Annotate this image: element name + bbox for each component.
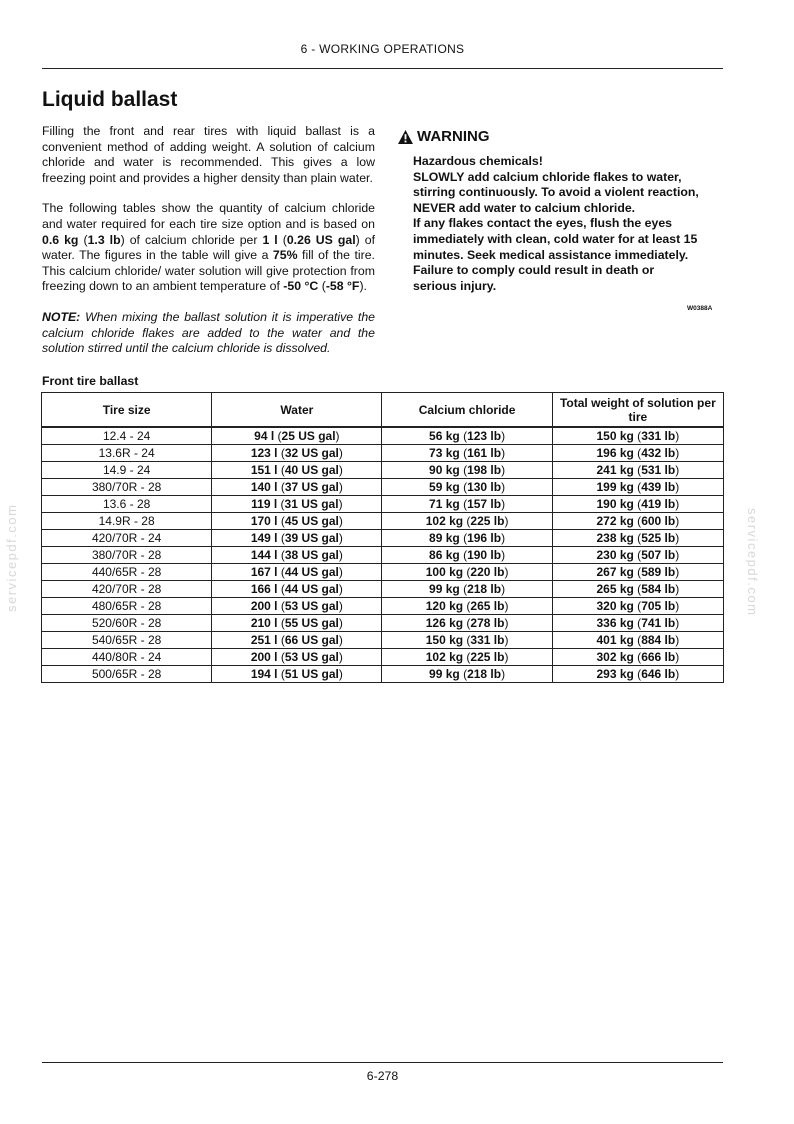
imperial-value: 600 lb [641,514,676,528]
metric-value: 120 kg [425,599,464,613]
cell-water: 170 l (45 US gal) [212,513,382,530]
column-header-calcium-chloride: Calcium chloride [382,393,552,428]
cell-total-weight: 267 kg (589 lb) [552,564,723,581]
metric-value: 102 kg [425,650,464,664]
imperial-value: 741 lb [641,616,676,630]
column-header-tire-size: Tire size [42,393,212,428]
cell-tire-size: 14.9 - 24 [42,462,212,479]
cell-tire-size: 500/65R - 28 [42,666,212,683]
imperial-value: 51 US gal [284,667,339,681]
page-number: 6-278 [366,1069,399,1083]
metric-value: 293 kg [596,667,634,681]
metric-value: 56 kg [429,429,460,443]
imperial-value: 196 lb [467,531,502,545]
imperial-value: 225 lb [470,650,505,664]
cell-calcium-chloride: 71 kg (157 lb) [382,496,552,513]
metric-value: 140 l [250,480,278,494]
cell-tire-size: 440/80R - 24 [42,649,212,666]
note-label: NOTE: [42,309,81,324]
page-title: Liquid ballast [42,88,178,111]
text-run: ) of calcium chloride per [120,232,263,247]
cell-water: 119 l (31 US gal) [212,496,382,513]
metric-value: 166 l [250,582,278,596]
imperial-value: 123 lb [467,429,502,443]
cell-water: 251 l (66 US gal) [212,632,382,649]
metric-value: 144 l [250,548,278,562]
metric-value: 272 kg [596,514,634,528]
cell-tire-size: 380/70R - 28 [42,547,212,564]
bold-value: 0.26 US gal [286,232,356,247]
imperial-value: 161 lb [467,446,502,460]
metric-value: 59 kg [429,480,460,494]
ballast-table [41,392,724,683]
header-rule [42,68,723,69]
cell-total-weight: 199 kg (439 lb) [552,479,723,496]
cell-calcium-chloride: 102 kg (225 lb) [382,649,552,666]
cell-calcium-chloride: 90 kg (198 lb) [382,462,552,479]
cell-tire-size: 380/70R - 28 [42,479,212,496]
running-header: 6 - WORKING OPERATIONS [300,42,465,56]
cell-calcium-chloride: 89 kg (196 lb) [382,530,552,547]
imperial-value: 44 US gal [284,565,339,579]
imperial-value: 531 lb [641,463,676,477]
column-header-total-weight: Total weight of solution per tire [552,393,723,428]
cell-tire-size: 540/65R - 28 [42,632,212,649]
cell-tire-size: 13.6 - 28 [42,496,212,513]
warning-line: Hazardous chemicals! [413,154,543,168]
cell-water: 140 l (37 US gal) [212,479,382,496]
metric-value: 320 kg [596,599,634,613]
metric-value: 265 kg [596,582,634,596]
cell-calcium-chloride: 86 kg (190 lb) [382,547,552,564]
cell-water: 123 l (32 US gal) [212,445,382,462]
metric-value: 190 kg [596,497,634,511]
cell-calcium-chloride: 102 kg (225 lb) [382,513,552,530]
text-run: ). [359,279,367,294]
metric-value: 86 kg [429,548,460,562]
imperial-value: 220 lb [470,565,505,579]
cell-water: 200 l (53 US gal) [212,649,382,666]
cell-calcium-chloride: 150 kg (331 lb) [382,632,552,649]
imperial-value: 53 US gal [284,650,339,664]
metric-value: 251 l [250,633,278,647]
imperial-value: 419 lb [641,497,676,511]
metric-value: 100 kg [425,565,464,579]
cell-water: 194 l (51 US gal) [212,666,382,683]
imperial-value: 666 lb [641,650,676,664]
table-row [42,632,724,649]
imperial-value: 646 lb [641,667,676,681]
table-row [42,496,724,513]
imperial-value: 32 US gal [284,446,339,460]
imperial-value: 53 US gal [284,599,339,613]
imperial-value: 55 US gal [284,616,339,630]
metric-value: 336 kg [596,616,634,630]
cell-total-weight: 190 kg (419 lb) [552,496,723,513]
text-run: The following tables show the quantity of calcium chloride and water required for each tire size option and is based on [42,201,375,231]
text-run: ( [78,232,88,247]
table-row [42,479,724,496]
warning-code: W0388A [687,305,713,312]
imperial-value: 44 US gal [284,582,339,596]
metric-value: 71 kg [429,497,460,511]
table-row [42,649,724,666]
metric-value: 241 kg [596,463,634,477]
note-text: When mixing the ballast solution it is imperative the calcium chloride flakes are added to the water and the solution stirred until the calcium chloride is dissolved. [42,309,375,356]
metric-value: 230 kg [596,548,634,562]
imperial-value: 584 lb [641,582,676,596]
table-row [42,666,724,683]
table-row [42,445,724,462]
table-row [42,462,724,479]
cell-calcium-chloride: 100 kg (220 lb) [382,564,552,581]
metric-value: 200 l [250,599,278,613]
text-run: ( [318,279,326,294]
imperial-value: 45 US gal [284,514,339,528]
metric-value: 94 l [254,429,275,443]
warning-line: Failure to comply could result in death or serious injury. [413,263,655,293]
metric-value: 302 kg [596,650,634,664]
bold-value: 75% [272,248,298,263]
table-row [42,564,724,581]
metric-value: 99 kg [429,582,460,596]
imperial-value: 507 lb [641,548,676,562]
watermark-right: servicepdf.com [745,508,760,617]
imperial-value: 432 lb [641,446,676,460]
cell-calcium-chloride: 126 kg (278 lb) [382,615,552,632]
metric-value: 150 kg [596,429,634,443]
metric-value: 90 kg [429,463,460,477]
warning-heading [398,128,728,145]
metric-value: 199 kg [596,480,634,494]
metric-value: 401 kg [596,633,634,647]
bold-value: -50 °C [283,279,319,294]
metric-value: 238 kg [596,531,634,545]
metric-value: 170 l [250,514,278,528]
intro-column [42,124,375,357]
table-title: Front tire ballast [42,374,139,388]
cell-total-weight: 320 kg (705 lb) [552,598,723,615]
imperial-value: 38 US gal [284,548,339,562]
metric-value: 196 kg [596,446,634,460]
table-row [42,547,724,564]
bold-value: 0.6 kg [42,232,79,247]
cell-calcium-chloride: 73 kg (161 lb) [382,445,552,462]
cell-calcium-chloride: 120 kg (265 lb) [382,598,552,615]
intro-paragraph-2 [42,201,375,295]
metric-value: 151 l [250,463,278,477]
cell-calcium-chloride: 99 kg (218 lb) [382,666,552,683]
warning-label: WARNING [417,128,490,145]
warning-box [398,128,728,294]
metric-value: 102 kg [425,514,464,528]
warning-text [413,154,701,294]
cell-total-weight: 150 kg (331 lb) [552,427,723,445]
cell-water: 144 l (38 US gal) [212,547,382,564]
cell-water: 151 l (40 US gal) [212,462,382,479]
cell-water: 166 l (44 US gal) [212,581,382,598]
cell-total-weight: 302 kg (666 lb) [552,649,723,666]
bold-value: 1.3 lb [87,232,121,247]
imperial-value: 331 lb [641,429,676,443]
cell-total-weight: 230 kg (507 lb) [552,547,723,564]
metric-value: 126 kg [425,616,464,630]
table-row [42,427,724,445]
cell-tire-size: 520/60R - 28 [42,615,212,632]
imperial-value: 525 lb [641,531,676,545]
imperial-value: 39 US gal [284,531,339,545]
cell-tire-size: 440/65R - 28 [42,564,212,581]
cell-water: 200 l (53 US gal) [212,598,382,615]
imperial-value: 66 US gal [284,633,339,647]
metric-value: 99 kg [429,667,460,681]
imperial-value: 157 lb [467,497,502,511]
cell-calcium-chloride: 56 kg (123 lb) [382,427,552,445]
text-run: fill of the tire. This calcium chloride/ water solution will give protection from freezing down to an ambient temperature of [42,248,375,294]
imperial-value: 705 lb [641,599,676,613]
metric-value: 150 kg [425,633,464,647]
metric-value: 149 l [250,531,278,545]
note-paragraph [42,310,375,357]
cell-water: 210 l (55 US gal) [212,615,382,632]
imperial-value: 31 US gal [284,497,339,511]
cell-calcium-chloride: 59 kg (130 lb) [382,479,552,496]
bold-value: 1 l [262,232,278,247]
table-row [42,513,724,530]
cell-water: 94 l (25 US gal) [212,427,382,445]
table-row [42,615,724,632]
imperial-value: 589 lb [641,565,676,579]
metric-value: 200 l [250,650,278,664]
cell-total-weight: 293 kg (646 lb) [552,666,723,683]
footer-rule [42,1062,723,1063]
cell-tire-size: 12.4 - 24 [42,427,212,445]
cell-tire-size: 13.6R - 24 [42,445,212,462]
text-run: ( [277,232,287,247]
metric-value: 210 l [250,616,278,630]
table-row [42,530,724,547]
metric-value: 123 l [250,446,278,460]
imperial-value: 40 US gal [284,463,339,477]
cell-total-weight: 196 kg (432 lb) [552,445,723,462]
cell-tire-size: 420/70R - 28 [42,581,212,598]
cell-total-weight: 241 kg (531 lb) [552,462,723,479]
warning-line: If any flakes contact the eyes, flush the eyes immediately with clean, cold water for at least 15 minutes. Seek medical assistance immediately. [413,216,698,262]
cell-total-weight: 401 kg (884 lb) [552,632,723,649]
cell-total-weight: 336 kg (741 lb) [552,615,723,632]
cell-total-weight: 238 kg (525 lb) [552,530,723,547]
column-header-water: Water [212,393,382,428]
cell-water: 167 l (44 US gal) [212,564,382,581]
imperial-value: 331 lb [470,633,505,647]
metric-value: 89 kg [429,531,460,545]
cell-total-weight: 272 kg (600 lb) [552,513,723,530]
metric-value: 119 l [251,497,278,511]
imperial-value: 190 lb [467,548,502,562]
imperial-value: 225 lb [470,514,505,528]
cell-total-weight: 265 kg (584 lb) [552,581,723,598]
cell-tire-size: 14.9R - 28 [42,513,212,530]
metric-value: 73 kg [429,446,460,460]
metric-value: 267 kg [596,565,634,579]
imperial-value: 130 lb [467,480,502,494]
imperial-value: 218 lb [467,667,502,681]
imperial-value: 37 US gal [284,480,339,494]
imperial-value: 198 lb [467,463,502,477]
table-row [42,598,724,615]
text-run: ) of water. The figures in the table will give a [42,232,375,263]
cell-water: 149 l (39 US gal) [212,530,382,547]
imperial-value: 25 US gal [281,429,336,443]
warning-line: SLOWLY add calcium chloride flakes to water, stirring continuously. To avoid a violent reaction, NEVER add water to calcium chloride. [413,169,699,215]
cell-tire-size: 420/70R - 24 [42,530,212,547]
metric-value: 194 l [250,667,278,681]
imperial-value: 265 lb [470,599,505,613]
table-row [42,581,724,598]
intro-paragraph-1: Filling the front and rear tires with liquid ballast is a convenient method of adding weight. A solution of calcium chloride and water is recommended. This gives a low freezing point and provides a higher density than plain water. [42,124,375,185]
imperial-value: 218 lb [467,582,502,596]
imperial-value: 884 lb [641,633,676,647]
table-header-row [42,393,724,428]
imperial-value: 278 lb [470,616,505,630]
cell-calcium-chloride: 99 kg (218 lb) [382,581,552,598]
cell-tire-size: 480/65R - 28 [42,598,212,615]
warning-triangle-icon [398,130,413,144]
bold-value: -58 °F [325,279,360,294]
metric-value: 167 l [250,565,278,579]
watermark-left: servicepdf.com [4,503,19,612]
imperial-value: 439 lb [641,480,676,494]
